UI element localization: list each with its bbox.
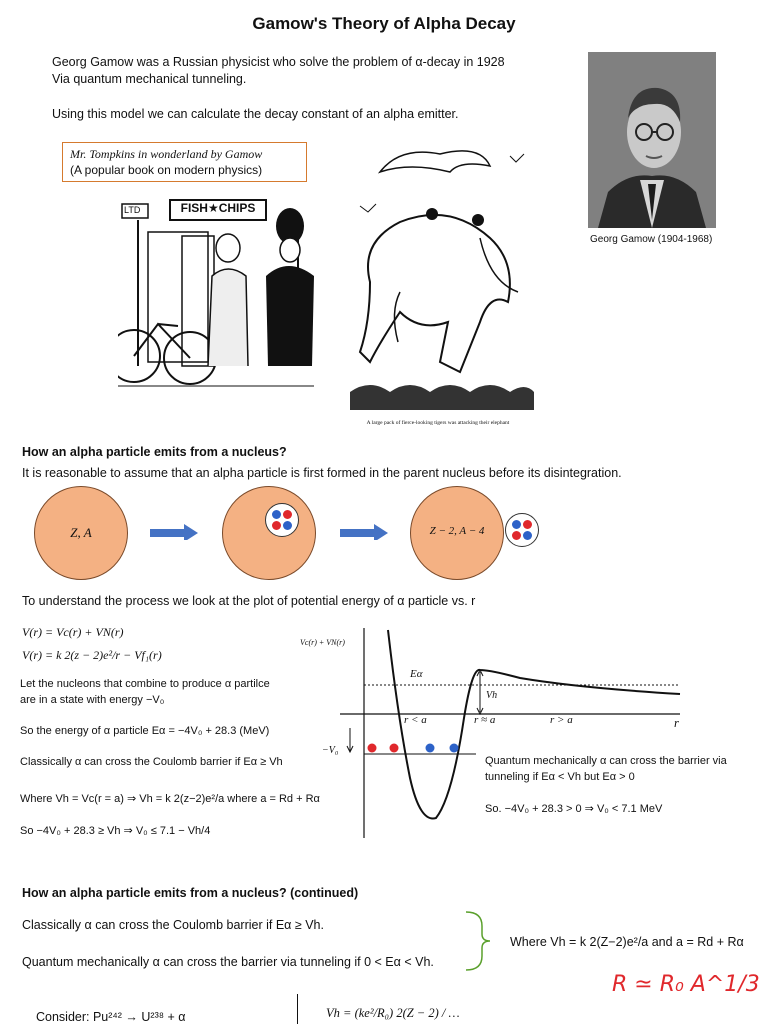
section1-heading: How an alpha particle emits from a nucleus? [22, 445, 287, 459]
neutron [512, 520, 521, 529]
quantum-line-1: Quantum mechanically α can cross the barrier via [485, 755, 727, 767]
book-title: Mr. Tompkins in wonderland by Gamow [70, 147, 263, 161]
decay-example: Consider: Pu²⁴² → U²³⁸ + α [36, 1010, 186, 1024]
elephant-caption: A large pack of fierce-looking tigers was attacking their elephant [366, 420, 510, 426]
plot-region-outside: r > a [550, 714, 573, 726]
nucleons-line-1: Let the nucleons that combine to produce α partilce [20, 678, 270, 690]
nucleons-line-2: are in a state with energy −V₀ [20, 694, 165, 706]
shop-tag-text: LTD [124, 205, 141, 215]
section3-where: Where Vh = k 2(Z−2)e²/a and a = Rd + Rα [510, 935, 744, 949]
plot-region-edge: r ≈ a [474, 714, 496, 726]
intro-line-3: Using this model we can calculate the decay constant of an alpha emitter. [52, 107, 459, 121]
mr-tompkins-sketch [118, 196, 314, 406]
portrait-caption: Georg Gamow (1904-1968) [590, 234, 713, 245]
arrow-icon [340, 524, 390, 540]
brace-icon [460, 910, 500, 972]
quantum-line-2: tunneling if Eα < Vh but Eα > 0 [485, 771, 635, 783]
proton [523, 520, 532, 529]
book-subtitle: (A popular book on modern physics) [70, 163, 263, 177]
proton [512, 531, 521, 540]
section3-heading: How an alpha particle emits from a nucleus? (continued) [22, 886, 359, 900]
neutron [272, 510, 281, 519]
plot-e-alpha-label: Eα [410, 668, 423, 680]
plot-r-axis-label: r [674, 716, 679, 730]
alpha-energy-eq: So the energy of α particle Eα = −4V₀ + 28.3 (MeV) [20, 725, 270, 737]
shop-sign-text: FISH★CHIPS [180, 201, 256, 215]
handwritten-radius-note: R ≃ R₀ A^1/3 [612, 972, 760, 997]
intro-line-1: Georg Gamow was a Russian physicist who solve the problem of α-decay in 1928 [52, 55, 505, 69]
v0-max-eq: So. −4V₀ + 28.3 > 0 ⇒ V₀ < 7.1 MeV [485, 803, 663, 815]
classical-condition: Classically α can cross the Coulomb barrier if Eα ≥ Vh [20, 756, 283, 768]
page-title: Gamow's Theory of Alpha Decay [252, 14, 516, 33]
plot-vh-label: Vh [486, 690, 498, 701]
arrow-icon [150, 524, 200, 540]
daughter-nucleus [410, 486, 504, 580]
parent-nucleus [34, 486, 128, 580]
emitted-alpha-particle [505, 513, 539, 547]
parent-nucleus-with-alpha [222, 486, 316, 580]
plot-region-inside: r < a [404, 714, 427, 726]
potential-eq-2: V(r) = k 2(z − 2)e²/r − Vf₁(r) [22, 648, 162, 662]
section3-classical: Classically α can cross the Coulomb barrier if Eα ≥ Vh. [22, 918, 324, 932]
neutron [523, 531, 532, 540]
barrier-formula: Vh = (ke²/R₀) 2(Z − 2) / … [326, 1006, 460, 1020]
neutron [283, 521, 292, 530]
potential-eq-1: V(r) = Vc(r) + VN(r) [22, 625, 124, 639]
section2-intro: To understand the process we look at the plot of potential energy of α particle vs. r [22, 594, 476, 608]
intro-line-2: Via quantum mechanical tunneling. [52, 72, 247, 86]
barrier-height-eq: Where Vh = Vc(r = a) ⇒ Vh = k 2(z−2)e²/a where a = Rd + Rα [20, 793, 320, 805]
plot-ylabel: Vc(r) + VN(r) [300, 638, 345, 647]
book-note-box [62, 142, 307, 182]
section1-text: It is reasonable to assume that an alpha particle is first formed in the parent nucleus before its disintegration. [22, 466, 622, 480]
proton [272, 521, 281, 530]
parent-label: Z, A [70, 525, 92, 540]
proton [283, 510, 292, 519]
v0-inequality: So −4V₀ + 28.3 ≥ Vh ⇒ V₀ ≤ 7.1 − Vh/4 [20, 825, 211, 837]
elephant-sketch [340, 142, 536, 434]
divider [297, 994, 298, 1024]
daughter-label: Z − 2, A − 4 [429, 525, 485, 537]
plot-v0-label: −V₀ [322, 745, 339, 756]
gamow-portrait [588, 52, 716, 228]
alpha-particle [265, 503, 299, 537]
section3-quantum: Quantum mechanically α can cross the barrier via tunneling if 0 < Eα < Vh. [22, 955, 434, 969]
